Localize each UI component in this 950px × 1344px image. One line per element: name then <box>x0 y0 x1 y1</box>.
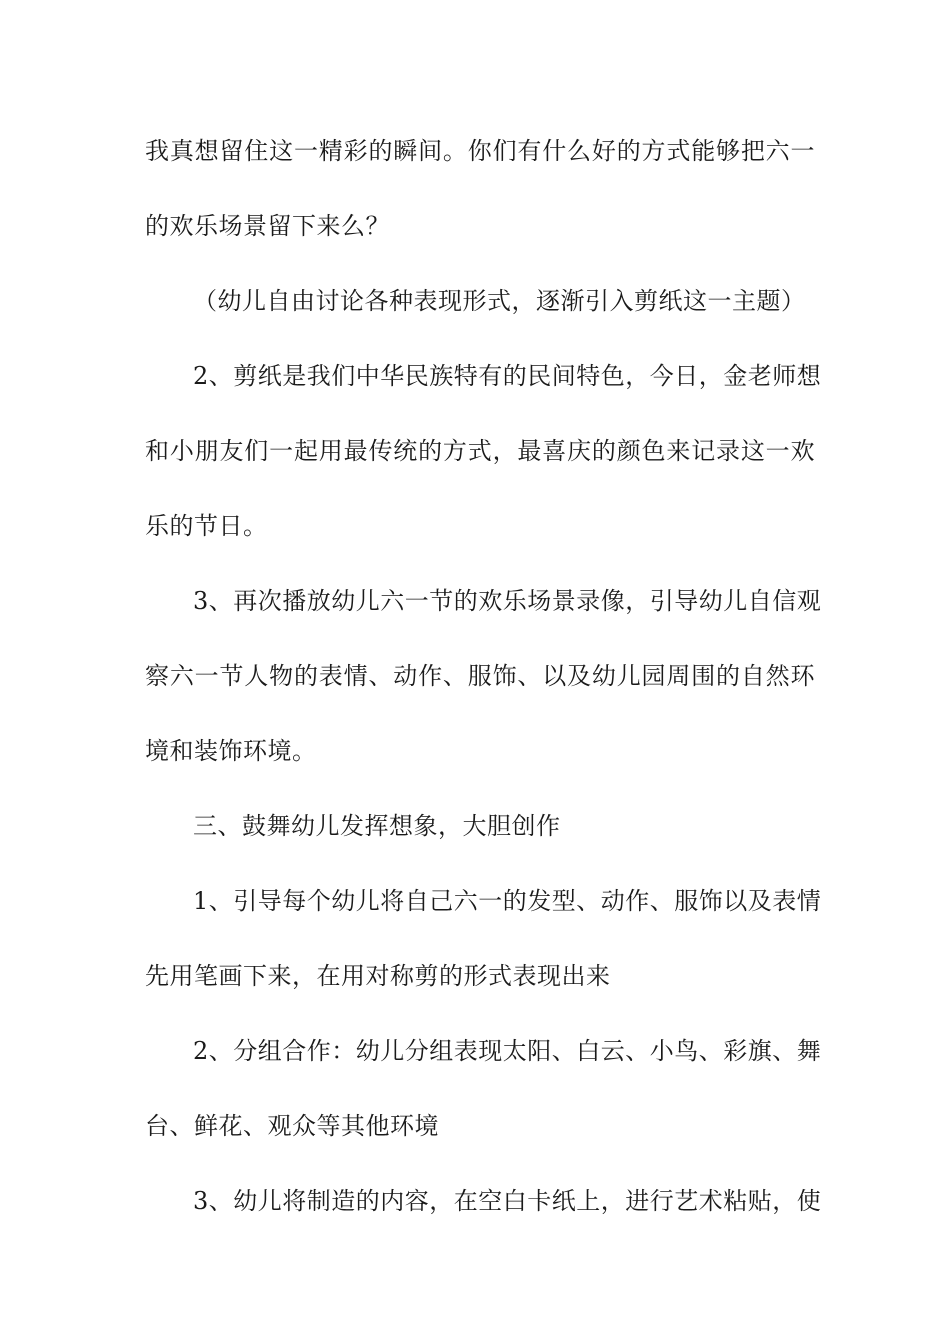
section-heading: 三、鼓舞幼儿发挥想象，大胆创作 <box>193 812 561 840</box>
text-line-3: （幼儿自由讨论各种表现形式，逐渐引入剪纸这一主题） <box>193 287 806 315</box>
text-line-12: 先用笔画下来，在用对称剪的形式表现出来 <box>145 962 611 990</box>
text-line-15: 3、幼儿将制造的内容，在空白卡纸上，进行艺术粘贴，使 <box>193 1187 822 1215</box>
text-line-13: 2、分组合作：幼儿分组表现太阳、白云、小鸟、彩旗、舞 <box>193 1037 822 1065</box>
text-line-8: 察六一节人物的表情、动作、服饰、以及幼儿园周围的自然环 <box>145 662 815 690</box>
text-line-14: 台、鲜花、观众等其他环境 <box>145 1112 439 1140</box>
text-line-6: 乐的节日。 <box>145 512 268 540</box>
text-line-1: 我真想留住这一精彩的瞬间。你们有什么好的方式能够把六一 <box>145 137 815 165</box>
text-line-2: 的欢乐场景留下来么？ <box>145 212 390 240</box>
text-line-4: 2、剪纸是我们中华民族特有的民间特色，今日，金老师想 <box>193 362 822 390</box>
text-line-7: 3、再次播放幼儿六一节的欢乐场景录像，引导幼儿自信观 <box>193 587 822 615</box>
text-line-5: 和小朋友们一起用最传统的方式，最喜庆的颜色来记录这一欢 <box>145 437 815 465</box>
text-line-9: 境和装饰环境。 <box>145 737 317 765</box>
text-line-11: 1、引导每个幼儿将自己六一的发型、动作、服饰以及表情 <box>193 887 822 915</box>
